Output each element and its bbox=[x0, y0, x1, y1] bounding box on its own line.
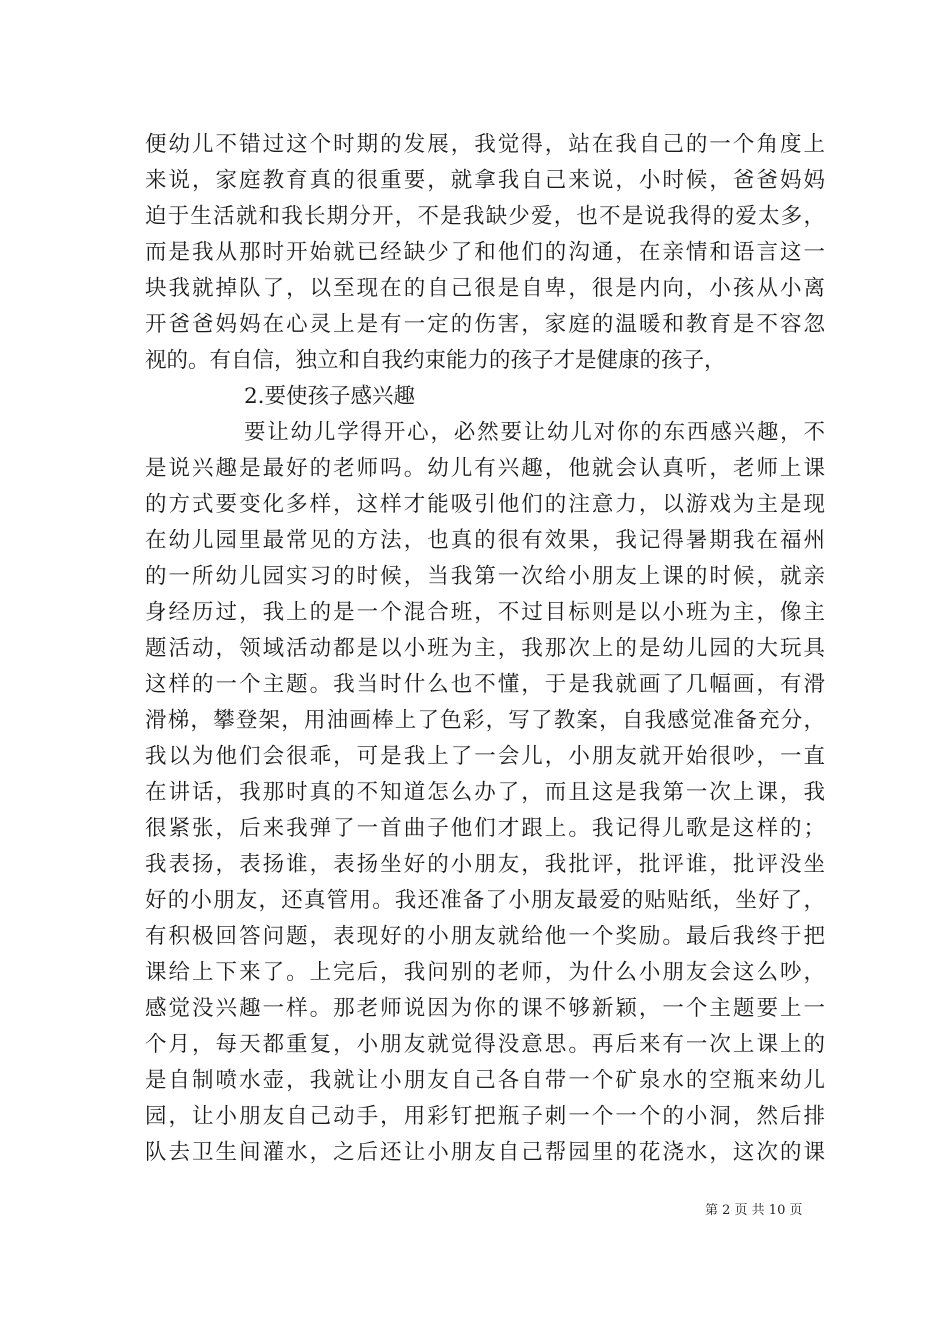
text-line: 是说兴趣是最好的老师吗。幼儿有兴趣，他就会认真听，老师上课 bbox=[145, 456, 825, 481]
text-line: 我以为他们会很乖，可是我上了一会儿，小朋友就开始很吵，一直 bbox=[145, 744, 825, 769]
text-line: 便幼儿不错过这个时期的发展，我觉得，站在我自己的一个角度上 bbox=[145, 132, 825, 157]
text-line: 好的小朋友，还真管用。我还准备了小朋友最爱的贴贴纸，坐好了， bbox=[145, 888, 825, 913]
section-heading: 2.要使孩子感兴趣 bbox=[244, 384, 416, 409]
page-number-footer: 第 2 页 共 10 页 bbox=[705, 1203, 803, 1218]
text-line: 课给上下来了。上完后，我问别的老师，为什么小朋友会这么吵， bbox=[145, 960, 825, 985]
text-line: 而是我从那时开始就已经缺少了和他们的沟通，在亲情和语言这一 bbox=[145, 240, 825, 265]
text-line: 的一所幼儿园实习的时候，当我第一次给小朋友上课的时候，就亲 bbox=[145, 564, 825, 589]
text-line: 我表扬，表扬谁，表扬坐好的小朋友，我批评，批评谁，批评没坐 bbox=[145, 852, 825, 877]
text-line: 个月，每天都重复，小朋友就觉得没意思。再后来有一次上课上的 bbox=[145, 1032, 825, 1057]
text-line: 队去卫生间灌水，之后还让小朋友自己帮园里的花浇水，这次的课 bbox=[145, 1140, 825, 1165]
text-line: 是自制喷水壶，我就让小朋友自己各自带一个矿泉水的空瓶来幼儿 bbox=[145, 1068, 825, 1093]
text-line: 来说，家庭教育真的很重要，就拿我自己来说，小时候，爸爸妈妈 bbox=[145, 168, 825, 193]
text-line: 块我就掉队了，以至现在的自己很是自卑，很是内向，小孩从小离 bbox=[145, 276, 825, 301]
paragraph-first-line: 要让幼儿学得开心，必然要让幼儿对你的东西感兴趣，不 bbox=[244, 420, 825, 445]
text-line: 的方式要变化多样，这样才能吸引他们的注意力，以游戏为主是现 bbox=[145, 492, 825, 517]
text-line: 题活动，领域活动都是以小班为主，我那次上的是幼儿园的大玩具 bbox=[145, 636, 825, 661]
text-line: 滑梯，攀登架，用油画棒上了色彩，写了教案，自我感觉准备充分， bbox=[145, 708, 825, 733]
text-line: 很紧张，后来我弹了一首曲子他们才跟上。我记得儿歌是这样的； bbox=[145, 816, 825, 841]
text-line: 视的。有自信，独立和自我约束能力的孩子才是健康的孩子， bbox=[145, 348, 726, 373]
text-line: 在幼儿园里最常见的方法，也真的很有效果，我记得暑期我在福州 bbox=[145, 528, 825, 553]
text-line: 有积极回答问题，表现好的小朋友就给他一个奖励。最后我终于把 bbox=[145, 924, 825, 949]
text-line: 迫于生活就和我长期分开，不是我缺少爱，也不是说我得的爱太多， bbox=[145, 204, 825, 229]
text-line: 这样的一个主题。我当时什么也不懂，于是我就画了几幅画，有滑 bbox=[145, 672, 825, 697]
text-line: 感觉没兴趣一样。那老师说因为你的课不够新颖，一个主题要上一 bbox=[145, 996, 825, 1021]
text-line: 身经历过，我上的是一个混合班，不过目标则是以小班为主，像主 bbox=[145, 600, 825, 625]
text-line: 开爸爸妈妈在心灵上是有一定的伤害，家庭的温暖和教育是不容忽 bbox=[145, 312, 825, 337]
text-line: 园，让小朋友自己动手，用彩钉把瓶子刺一个一个的小洞，然后排 bbox=[145, 1104, 825, 1129]
text-line: 在讲话，我那时真的不知道怎么办了，而且这是我第一次上课，我 bbox=[145, 780, 825, 805]
